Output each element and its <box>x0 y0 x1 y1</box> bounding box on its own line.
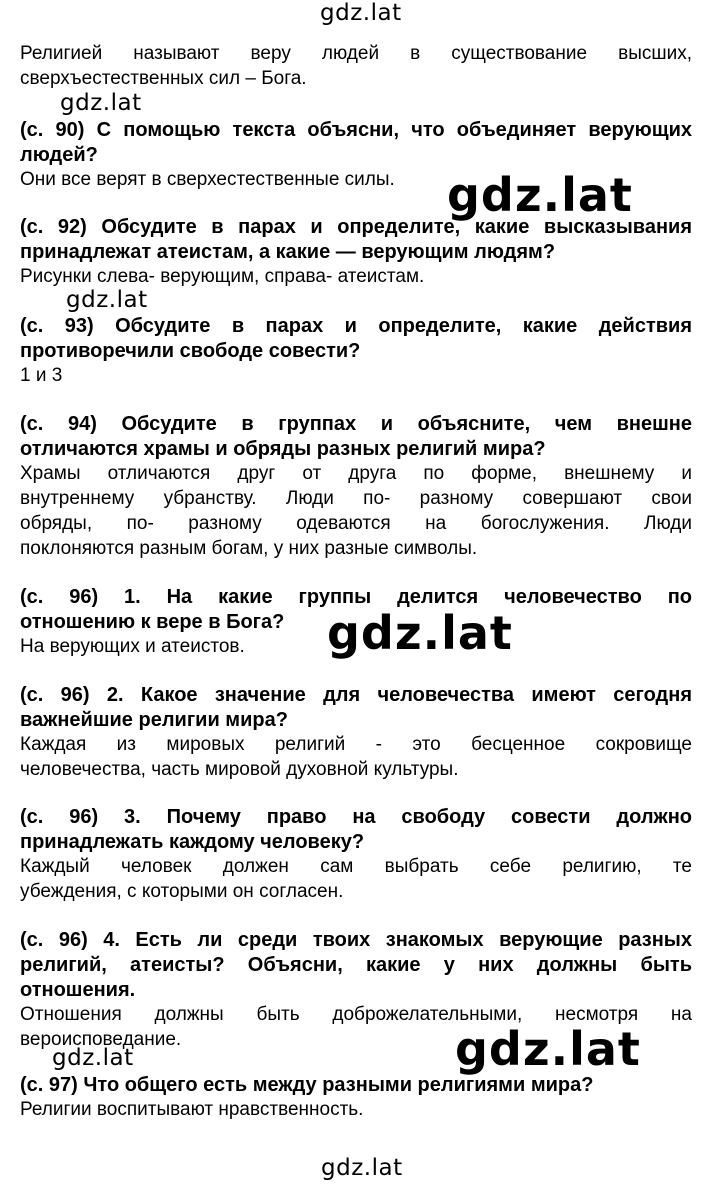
watermark: gdz.lat <box>320 0 402 26</box>
watermark: gdz.lat <box>60 90 142 116</box>
question-line: отношению к вере в Бога? <box>20 611 285 633</box>
question-line: (с. 97) Что общего есть между разными религиями мира? <box>20 1074 594 1096</box>
question-line: отличаются храмы и обряды разных религий мира? <box>20 438 546 460</box>
question-line: (с. 96) 2. Какое значение для человечества имеют сегодня <box>20 684 692 706</box>
answer-line: Религии воспитывают нравственность. <box>20 1099 364 1120</box>
watermark: gdz.lat <box>447 168 633 222</box>
question-line: (с. 94) Обсудите в группах и объясните, чем внешне <box>20 413 692 435</box>
watermark: gdz.lat <box>455 1022 641 1076</box>
watermark: gdz.lat <box>52 1045 134 1071</box>
answer-line: человечества, часть мировой духовной культуры. <box>20 759 459 780</box>
question-line: (с. 92) Обсудите в парах и определите, какие высказывания <box>20 216 692 238</box>
question-line: принадлежат атеистам, а какие — верующим людям? <box>20 241 556 263</box>
question-line: отношения. <box>20 979 136 1001</box>
intro-line: сверхъестественных сил – Бога. <box>20 68 307 89</box>
answer-line: обряды, по- разному одеваются на богослужения. Люди <box>20 513 692 534</box>
watermark: gdz.lat <box>321 1155 403 1181</box>
question-line: противоречили свободе совести? <box>20 340 361 362</box>
question-line: (с. 93) Обсудите в парах и определите, какие действия <box>20 315 692 337</box>
answer-line: На верующих и атеистов. <box>20 636 245 657</box>
question-line: (с. 96) 1. На какие группы делится человечество по <box>20 586 692 608</box>
question-line: важнейшие религии мира? <box>20 709 288 731</box>
answer-line: Отношения должны быть доброжелательными, несмотря на <box>20 1004 692 1025</box>
question-line: принадлежать каждому человеку? <box>20 831 365 853</box>
answer-line: внутреннему убранству. Люди по- разному совершают свои <box>20 488 692 509</box>
question-line: (с. 90) С помощью текста объясни, что объединяет верующих <box>20 119 692 141</box>
answer-line: Каждый человек должен сам выбрать себе религию, те <box>20 856 692 877</box>
watermark: gdz.lat <box>66 287 148 313</box>
answer-line: Храмы отличаются друг от друга по форме, внешнему и <box>20 463 692 484</box>
answer-line: поклоняются разным богам, у них разные символы. <box>20 538 478 559</box>
answer-line: Рисунки слева- верующим, справа- атеистам. <box>20 266 425 287</box>
intro-line: Религией называют веру людей в существование высших, <box>20 43 692 64</box>
answer-line: убеждения, с которыми он согласен. <box>20 881 344 902</box>
question-line: религий, атеисты? Объясни, какие у них должны быть <box>20 954 692 976</box>
answer-line: Каждая из мировых религий - это бесценное сокровище <box>20 734 692 755</box>
question-line: людей? <box>20 144 98 166</box>
answer-line: Они все верят в сверхестественные силы. <box>20 169 395 190</box>
answer-line: 1 и 3 <box>20 365 63 386</box>
question-line: (с. 96) 3. Почему право на свободу совести должно <box>20 806 692 828</box>
watermark: gdz.lat <box>327 606 513 660</box>
question-line: (с. 96) 4. Есть ли среди твоих знакомых верующие разных <box>20 929 692 951</box>
answer-line: вероисповедание. <box>20 1029 182 1050</box>
